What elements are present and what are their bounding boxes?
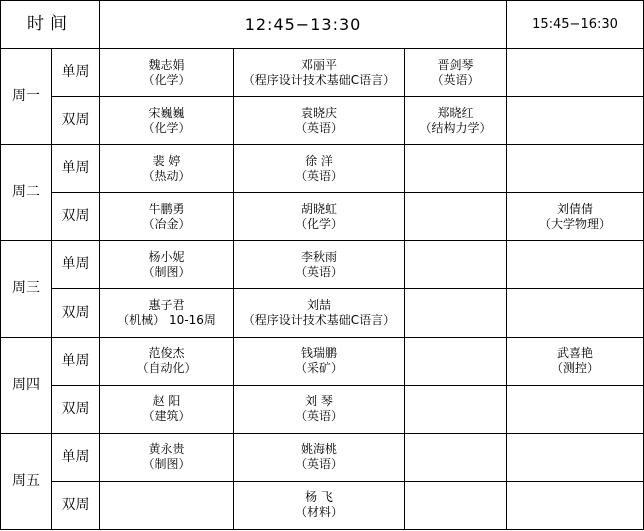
tutor-name: 黄永贵	[148, 442, 185, 457]
schedule-cell	[405, 193, 507, 241]
schedule-row	[1, 385, 644, 433]
schedule-cell	[234, 193, 405, 241]
tutor-name: 胡晓虹	[300, 201, 337, 216]
subject-label: （采矿）	[294, 361, 343, 376]
subject-label: （结构力学）	[419, 120, 492, 135]
tutor-name: 惠子君	[148, 298, 185, 312]
schedule-row	[1, 145, 644, 193]
subject-label: （英语）	[294, 457, 343, 472]
tutor-name: 赵 阳	[152, 394, 181, 409]
schedule-cell	[405, 241, 507, 289]
schedule-row	[1, 433, 644, 481]
tutor-name: 徐 洋	[305, 153, 333, 168]
schedule-cell	[507, 289, 644, 337]
schedule-cell	[507, 481, 644, 529]
week-label: 双周	[52, 481, 100, 529]
schedule-cell	[405, 97, 507, 145]
schedule-cell	[405, 289, 507, 337]
schedule-cell	[234, 145, 405, 193]
slot-header-1245: 12:45−13:30	[100, 1, 507, 49]
schedule-row	[1, 49, 644, 97]
tutor-name: 邓丽平	[300, 57, 337, 72]
tutor-name: 刘 琴	[305, 394, 333, 409]
schedule-row	[1, 337, 644, 385]
schedule-cell	[507, 145, 644, 193]
schedule-cell	[507, 49, 644, 97]
schedule-cell	[234, 97, 405, 145]
schedule-cell	[234, 49, 405, 97]
schedule-cell	[100, 385, 234, 433]
tutor-name: 李秋雨	[300, 249, 337, 264]
tutor-name: 钱瑞鹏	[300, 346, 337, 361]
subject-label: （自动化）	[136, 361, 197, 376]
schedule-cell	[100, 145, 234, 193]
schedule-row	[1, 481, 644, 529]
schedule-cell	[405, 49, 507, 97]
tutor-name: 姚海桃	[300, 442, 337, 457]
tutor-name: 刘倩倩	[557, 201, 594, 216]
week-label: 双周	[52, 97, 100, 145]
subject-label: （制图）	[142, 264, 191, 279]
tutor-name: 晋剑琴	[437, 57, 474, 72]
day-label: 周二	[1, 145, 52, 241]
slot-header-1545: 15:45−16:30	[507, 1, 644, 49]
schedule-cell	[507, 337, 644, 385]
subject-label: （程序设计技术基础C语言）	[242, 72, 396, 87]
week-label: 单周	[52, 337, 100, 385]
subject-label: （英语）	[294, 168, 343, 183]
week-label: 单周	[52, 241, 100, 289]
time-header: 时间	[1, 1, 100, 49]
week-label: 双周	[52, 193, 100, 241]
schedule-row	[1, 241, 644, 289]
day-label: 周三	[1, 241, 52, 337]
schedule-cell	[100, 481, 234, 529]
schedule-cell	[405, 481, 507, 529]
schedule-cell	[100, 193, 234, 241]
tutor-name: 杨小妮	[148, 249, 185, 264]
schedule-row	[1, 97, 644, 145]
schedule-cell	[100, 337, 234, 385]
day-label: 周四	[1, 337, 52, 433]
schedule-cell	[100, 49, 234, 97]
tutor-name: 范俊杰	[148, 346, 185, 361]
schedule-cell	[405, 385, 507, 433]
schedule-row	[1, 193, 644, 241]
tutor-name: 牛鹏勇	[148, 201, 185, 216]
tutor-name: 郑晓红	[437, 105, 474, 120]
day-label: 周五	[1, 433, 52, 529]
schedule-cell	[100, 433, 234, 481]
schedule-cell	[100, 97, 234, 145]
schedule-cell	[234, 337, 405, 385]
schedule-row	[1, 289, 644, 337]
subject-label: （热动）	[142, 168, 191, 183]
schedule-cell	[507, 385, 644, 433]
subject-label: （大学物理）	[539, 216, 612, 231]
day-label: 周一	[1, 49, 52, 145]
schedule-cell	[100, 289, 234, 337]
subject-label: （建筑）	[142, 409, 191, 424]
week-label: 单周	[52, 49, 100, 97]
subject-label: （测控）	[551, 361, 600, 376]
subject-label: （化学）	[142, 120, 191, 135]
subject-label: （化学）	[294, 216, 343, 231]
schedule-cell	[234, 481, 405, 529]
subject-label: （程序设计技术基础C语言）	[242, 313, 396, 327]
week-label: 双周	[52, 385, 100, 433]
tutor-name: 袁晓庆	[300, 105, 337, 120]
week-label: 双周	[52, 289, 100, 337]
schedule-cell	[507, 241, 644, 289]
schedule-cell	[405, 145, 507, 193]
subject-label: （机械） 10-16周	[117, 313, 216, 327]
subject-label: （英语）	[294, 120, 343, 135]
header-row	[1, 1, 644, 49]
schedule-cell	[100, 241, 234, 289]
tutor-name: 魏志娟	[148, 57, 185, 72]
schedule-cell	[507, 433, 644, 481]
subject-label: （冶金）	[142, 216, 191, 231]
subject-label: （材料）	[294, 505, 343, 520]
week-label: 单周	[52, 433, 100, 481]
schedule-cell	[234, 385, 405, 433]
subject-label: （英语）	[294, 409, 343, 424]
tutor-name: 宋巍巍	[148, 105, 185, 120]
subject-label: （英语）	[294, 264, 343, 279]
tutor-name: 裴 婷	[152, 153, 181, 168]
tutor-name: 武喜艳	[557, 346, 594, 361]
tutor-name: 杨 飞	[305, 490, 333, 505]
schedule-cell	[234, 433, 405, 481]
tutor-name: 刘喆	[306, 298, 331, 312]
subject-label: （化学）	[142, 72, 191, 87]
subject-label: （英语）	[431, 72, 480, 87]
schedule-cell	[405, 337, 507, 385]
schedule-cell	[234, 289, 405, 337]
subject-label: （制图）	[142, 457, 191, 472]
schedule-cell	[405, 433, 507, 481]
schedule-cell	[507, 193, 644, 241]
schedule-cell	[234, 241, 405, 289]
week-label: 单周	[52, 145, 100, 193]
schedule-cell	[507, 97, 644, 145]
